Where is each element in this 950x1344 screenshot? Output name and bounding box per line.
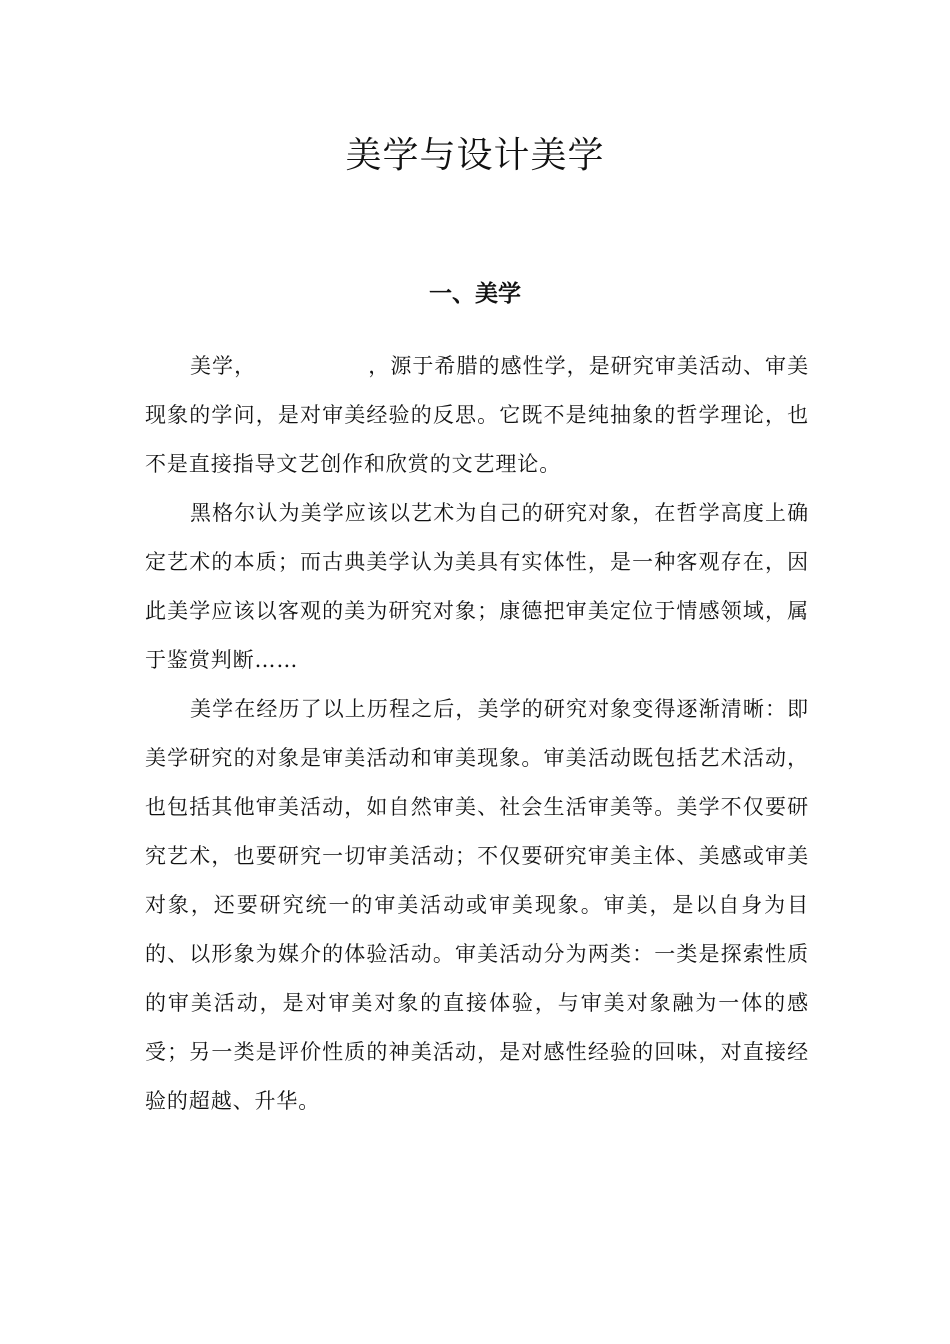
paragraph-1-lead: 美学， [190, 354, 257, 378]
document-body [145, 342, 809, 1126]
paragraph-2: 黑格尔认为美学应该以艺术为自己的研究对象，在哲学高度上确定艺术的本质；而古典美学认为美具有实体性，是一种客观存在，因此美学应该以客观的美为研究对象；康德把审美定位于情感领域，属于鉴赏判断…… [145, 501, 809, 672]
paragraph-1-rest: ，源于希腊的感性学，是研究审美活动、审美现象的学问，是对审美经验的反思。它既不是纯抽象的哲学理论，也不是直接指导文艺创作和欣赏的文艺理论。 [145, 354, 810, 476]
document-title: 美学与设计美学 [345, 135, 605, 176]
section-heading: 一、美学 [429, 281, 521, 307]
paragraph-1 [145, 342, 809, 489]
paragraph-3: 美学在经历了以上历程之后，美学的研究对象变得逐渐清晰：即美学研究的对象是审美活动和审美现象。审美活动既包括艺术活动，也包括其他审美活动，如自然审美、社会生活审美等。美学不仅要研究艺术，也要研究一切审美活动；不仅要研究审美主体、美感或审美对象，还要研究统一的审美活动或审美现象。审美，是以自身为目的、以形象为媒介的体验活动。审美活动分为两类：一类是探索性质的审美活动，是对审美对象的直接体验，与审美对象融为一体的感受；另一类是评价性质的神美活动，是对感性经验的回味，对直接经验的超越、升华。 [145, 697, 809, 1113]
